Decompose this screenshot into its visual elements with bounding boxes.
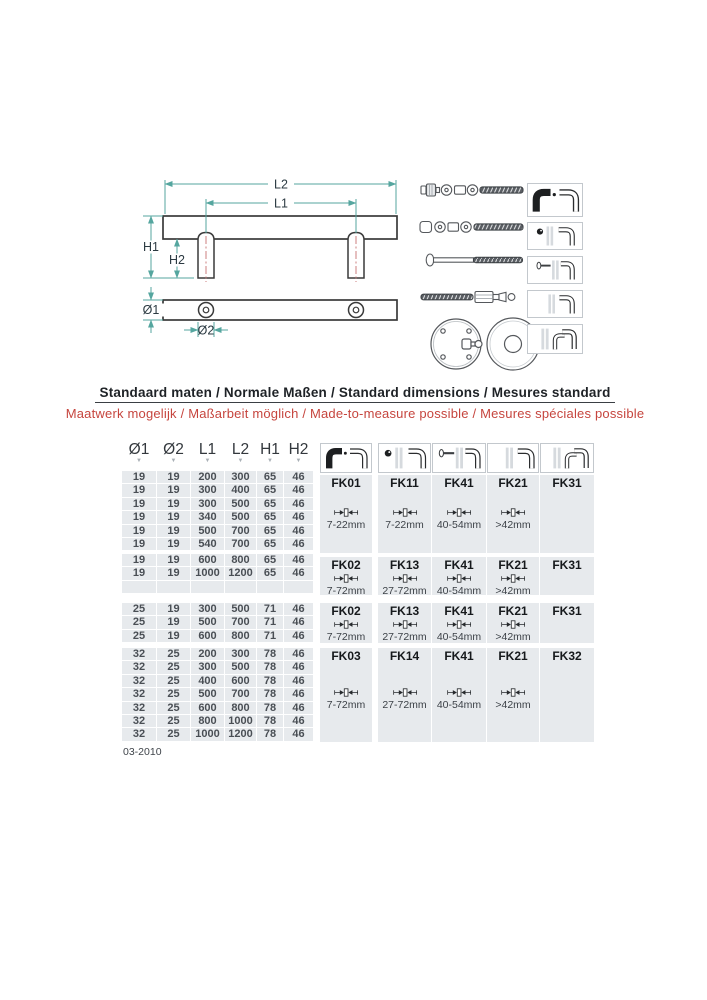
fk-option-cell: [432, 557, 486, 595]
table-cell: 65: [257, 511, 283, 523]
back-to-back-fixing-icon: [320, 443, 372, 473]
table-cell: 46: [284, 603, 313, 615]
table-cell: 300: [225, 471, 256, 483]
table-cell: 32: [122, 728, 156, 740]
fk-option-cell: [320, 648, 372, 742]
table-cell: 19: [157, 567, 190, 579]
fk-thickness-range: 7-22mm: [385, 519, 424, 532]
table-cell: 400: [225, 484, 256, 496]
table-cell: 500: [225, 603, 256, 615]
table-cell: 46: [284, 471, 313, 483]
fk-option-cell: [432, 648, 486, 742]
table-cell: 32: [122, 715, 156, 727]
fk-code: FK02: [331, 558, 361, 572]
table-cell: [257, 581, 283, 593]
fk-code: FK31: [552, 604, 582, 618]
table-group: [122, 554, 313, 593]
table-cell: 500: [191, 616, 224, 628]
table-cell: 46: [284, 511, 313, 523]
table-cell: 65: [257, 525, 283, 537]
fk-option-cell: [487, 557, 539, 595]
table-cell: 46: [284, 616, 313, 628]
fk-thickness-range: 40-54mm: [436, 631, 482, 643]
table-cell: 200: [191, 648, 224, 660]
fk-thickness-range: >42mm: [495, 585, 531, 597]
table-cell: 78: [257, 688, 283, 700]
door-thickness-icon: [444, 573, 474, 584]
fk-option-cell: [378, 603, 431, 643]
table-cell: 19: [157, 603, 190, 615]
fk-code: FK41: [444, 604, 474, 618]
door-thickness-icon: [498, 687, 528, 698]
column-header-label: L1: [198, 441, 217, 458]
fk-code: FK11: [390, 476, 419, 490]
blind-fixing-icon: [527, 290, 583, 318]
table-cell: 32: [122, 702, 156, 714]
table-cell: 19: [157, 538, 190, 550]
table-cell: 1200: [225, 567, 256, 579]
sort-triangle-icon: ▼: [267, 458, 273, 464]
table-cell: 71: [257, 616, 283, 628]
fk-code: FK21: [498, 558, 528, 572]
table-cell: 500: [191, 525, 224, 537]
table-cell: 25: [157, 688, 190, 700]
table-cell: 46: [284, 498, 313, 510]
fk-code: FK01: [331, 476, 361, 490]
table-cell: 46: [284, 554, 313, 566]
dimension-d2: [184, 322, 228, 338]
table-cell: 25: [157, 715, 190, 727]
door-thickness-icon: [444, 619, 474, 630]
door-thickness-icon: [331, 507, 361, 518]
dimension-l1: [206, 196, 356, 215]
blind-fixing-icon: [487, 443, 539, 473]
fk-option-cell: [487, 603, 539, 643]
pair-through-fixing-icon: [540, 443, 594, 473]
table-cell: 1000: [191, 728, 224, 740]
fk-code: FK21: [498, 604, 528, 618]
section-header: [55, 384, 655, 421]
table-cell: 25: [157, 675, 190, 687]
table-cell: 19: [122, 554, 156, 566]
door-thickness-icon: [390, 507, 420, 518]
door-thickness-icon: [444, 507, 474, 518]
table-cell: 46: [284, 728, 313, 740]
table-cell: 19: [157, 471, 190, 483]
fk-option-cell: [320, 603, 372, 643]
table-cell: [157, 581, 190, 593]
fk-option-cell: [378, 648, 431, 742]
fk-option-cell: [320, 557, 372, 595]
table-cell: 19: [157, 616, 190, 628]
table-cell: 65: [257, 538, 283, 550]
sort-triangle-icon: ▼: [170, 458, 177, 464]
table-cell: 19: [157, 630, 190, 642]
fk-code: FK41: [444, 649, 474, 663]
fk-code: FK41: [444, 558, 474, 572]
fk-option-cell: [378, 557, 431, 595]
pair-through-fixing-icon: [527, 324, 583, 354]
table-cell: 19: [157, 511, 190, 523]
table-cell: 19: [122, 567, 156, 579]
screw-through-fixing-icon: [527, 222, 583, 250]
table-cell: 46: [284, 702, 313, 714]
fk-option-cell: [378, 475, 431, 553]
table-cell: 25: [157, 648, 190, 660]
table-cell: 25: [157, 702, 190, 714]
table-cell: 200: [191, 471, 224, 483]
made-to-measure-note: Maatwerk mogelijk / Maßarbeit möglich / Made-to-measure possible / Mesures spéciales possible: [65, 406, 645, 421]
fk-thickness-range: 27-72mm: [382, 631, 427, 643]
fastener-stud: [421, 292, 515, 303]
table-group: [122, 471, 313, 550]
table-cell: 500: [225, 511, 256, 523]
fk-option-cell: [432, 475, 486, 553]
table-cell: 19: [122, 471, 156, 483]
fk-thickness-range: 40-54mm: [436, 519, 482, 532]
table-cell: 46: [284, 567, 313, 579]
table-cell: 65: [257, 471, 283, 483]
back-to-back-fixing-icon: [527, 183, 583, 217]
screw-through-fixing-icon: [378, 443, 431, 473]
fk-code: FK14: [389, 649, 420, 663]
table-cell: 300: [191, 603, 224, 615]
column-header: [157, 441, 190, 465]
column-header-label: Ø2: [163, 441, 184, 458]
column-header-label: Ø1: [128, 441, 150, 458]
standard-dimensions-title: Standaard maten / Normale Maßen / Standard dimensions / Mesures standard: [95, 385, 614, 403]
table-cell: 19: [157, 554, 190, 566]
fastener-rosette: [431, 318, 539, 370]
column-header: [191, 441, 224, 465]
fastener-set-2: [420, 222, 523, 233]
column-header: [225, 441, 256, 465]
door-thickness-icon: [390, 687, 420, 698]
column-header-label: H2: [288, 441, 309, 458]
fk-thickness-range: >42mm: [495, 519, 531, 532]
table-cell: [122, 581, 156, 593]
fk-code: FK41: [444, 476, 474, 490]
table-cell: 46: [284, 484, 313, 496]
door-thickness-icon: [498, 507, 528, 518]
column-header: [257, 441, 283, 465]
dimension-d1: [138, 287, 164, 333]
table-cell: 78: [257, 702, 283, 714]
table-cell: 46: [284, 675, 313, 687]
table-cell: 78: [257, 715, 283, 727]
table-cell: 19: [157, 525, 190, 537]
table-cell: 300: [191, 484, 224, 496]
table-cell: 700: [225, 525, 256, 537]
fk-thickness-range: 7-72mm: [326, 631, 366, 643]
fk-code: FK03: [331, 649, 361, 663]
dimension-label-l2: L2: [274, 177, 288, 192]
door-thickness-icon: [390, 573, 420, 584]
table-cell: 32: [122, 688, 156, 700]
table-cell: 400: [191, 675, 224, 687]
table-cell: 600: [225, 675, 256, 687]
dimension-label-h2: H2: [169, 253, 185, 267]
door-thickness-icon: [444, 687, 474, 698]
table-cell: 65: [257, 567, 283, 579]
table-cell: 46: [284, 661, 313, 673]
fk-thickness-range: >42mm: [495, 699, 531, 712]
table-cell: [191, 581, 224, 593]
table-cell: 78: [257, 648, 283, 660]
table-cell: 300: [191, 498, 224, 510]
table-cell: 300: [191, 661, 224, 673]
table-cell: 71: [257, 603, 283, 615]
fk-option-cell: [432, 603, 486, 643]
table-cell: 65: [257, 554, 283, 566]
fk-code: FK21: [498, 649, 528, 663]
sort-triangle-icon: ▼: [136, 458, 142, 464]
door-thickness-icon: [331, 619, 361, 630]
table-cell: 800: [191, 715, 224, 727]
table-cell: 1000: [225, 715, 256, 727]
sort-triangle-icon: ▼: [204, 458, 211, 464]
dim-table-header: [122, 441, 313, 465]
bolt-through-fixing-icon: [432, 443, 486, 473]
fk-code: FK13: [389, 558, 420, 572]
fk-option-cell: [320, 475, 372, 553]
table-cell: 600: [191, 554, 224, 566]
table-cell: 25: [122, 603, 156, 615]
table-cell: 300: [225, 648, 256, 660]
door-thickness-icon: [331, 573, 361, 584]
door-thickness-icon: [390, 619, 420, 630]
fastener-bolt: [426, 254, 522, 266]
table-cell: 78: [257, 728, 283, 740]
fk-thickness-range: 40-54mm: [436, 699, 482, 712]
table-cell: 19: [157, 484, 190, 496]
table-cell: 19: [122, 498, 156, 510]
dimension-label-d2: Ø2: [197, 323, 215, 338]
dimension-h2: [165, 239, 189, 278]
table-cell: 19: [122, 538, 156, 550]
fk-code: FK02: [331, 604, 361, 618]
table-cell: 800: [225, 554, 256, 566]
table-cell: 32: [122, 648, 156, 660]
table-cell: 46: [284, 525, 313, 537]
table-cell: 700: [225, 688, 256, 700]
door-thickness-icon: [331, 687, 361, 698]
sort-triangle-icon: ▼: [237, 458, 244, 464]
fastener-set-1: [421, 184, 523, 196]
table-cell: 500: [225, 661, 256, 673]
table-group: [122, 648, 313, 741]
column-header-label: H1: [260, 441, 280, 458]
table-cell: 46: [284, 630, 313, 642]
fk-code: FK21: [498, 476, 528, 490]
table-cell: 46: [284, 688, 313, 700]
fk-option-cell: [540, 475, 594, 553]
table-cell: [284, 581, 313, 593]
table-cell: 800: [225, 702, 256, 714]
fk-thickness-range: 7-72mm: [326, 699, 366, 712]
table-cell: [225, 581, 256, 593]
table-cell: 19: [157, 498, 190, 510]
table-cell: 65: [257, 484, 283, 496]
table-cell: 700: [225, 538, 256, 550]
fk-thickness-range: 27-72mm: [382, 699, 427, 712]
table-cell: 340: [191, 511, 224, 523]
table-cell: 25: [122, 630, 156, 642]
fk-code: FK13: [389, 604, 420, 618]
fk-code: FK32: [552, 649, 582, 663]
fk-code: FK31: [552, 558, 582, 572]
table-cell: 65: [257, 498, 283, 510]
table-cell: 700: [225, 616, 256, 628]
column-header: [284, 441, 313, 465]
fk-thickness-range: 7-72mm: [326, 585, 366, 597]
table-cell: 19: [122, 511, 156, 523]
fk-option-cell: [540, 603, 594, 643]
bolt-through-fixing-icon: [527, 256, 583, 284]
table-cell: 32: [122, 661, 156, 673]
fk-thickness-range: 40-54mm: [436, 585, 482, 597]
fk-option-cell: [487, 475, 539, 553]
table-cell: 1200: [225, 728, 256, 740]
door-thickness-icon: [498, 573, 528, 584]
table-cell: 78: [257, 661, 283, 673]
table-cell: 500: [191, 688, 224, 700]
table-cell: 540: [191, 538, 224, 550]
table-cell: 800: [225, 630, 256, 642]
fk-thickness-range: 27-72mm: [382, 585, 427, 597]
table-cell: 25: [122, 616, 156, 628]
dimension-label-d1: Ø1: [142, 303, 160, 317]
revision-date: 03-2010: [123, 746, 162, 758]
table-cell: 19: [122, 484, 156, 496]
column-header: [122, 441, 156, 465]
fk-code: FK31: [552, 476, 582, 490]
table-cell: 46: [284, 538, 313, 550]
table-cell: 71: [257, 630, 283, 642]
table-cell: 1000: [191, 567, 224, 579]
table-cell: 32: [122, 675, 156, 687]
table-cell: 25: [157, 661, 190, 673]
table-cell: 46: [284, 715, 313, 727]
fk-thickness-range: >42mm: [495, 631, 531, 643]
dimension-label-l1: L1: [274, 196, 288, 211]
door-thickness-icon: [498, 619, 528, 630]
table-cell: 78: [257, 675, 283, 687]
column-header-label: L2: [231, 441, 250, 458]
sort-triangle-icon: ▼: [295, 458, 302, 464]
dimension-label-h1: H1: [143, 240, 159, 254]
fk-option-cell: [540, 648, 594, 742]
table-cell: 25: [157, 728, 190, 740]
table-cell: 19: [122, 525, 156, 537]
table-group: [122, 603, 313, 642]
fk-thickness-range: 7-22mm: [326, 519, 366, 532]
fk-option-cell: [540, 557, 594, 595]
table-cell: 600: [191, 702, 224, 714]
fk-option-cell: [487, 648, 539, 742]
table-cell: 46: [284, 648, 313, 660]
table-cell: 600: [191, 630, 224, 642]
table-cell: 500: [225, 498, 256, 510]
